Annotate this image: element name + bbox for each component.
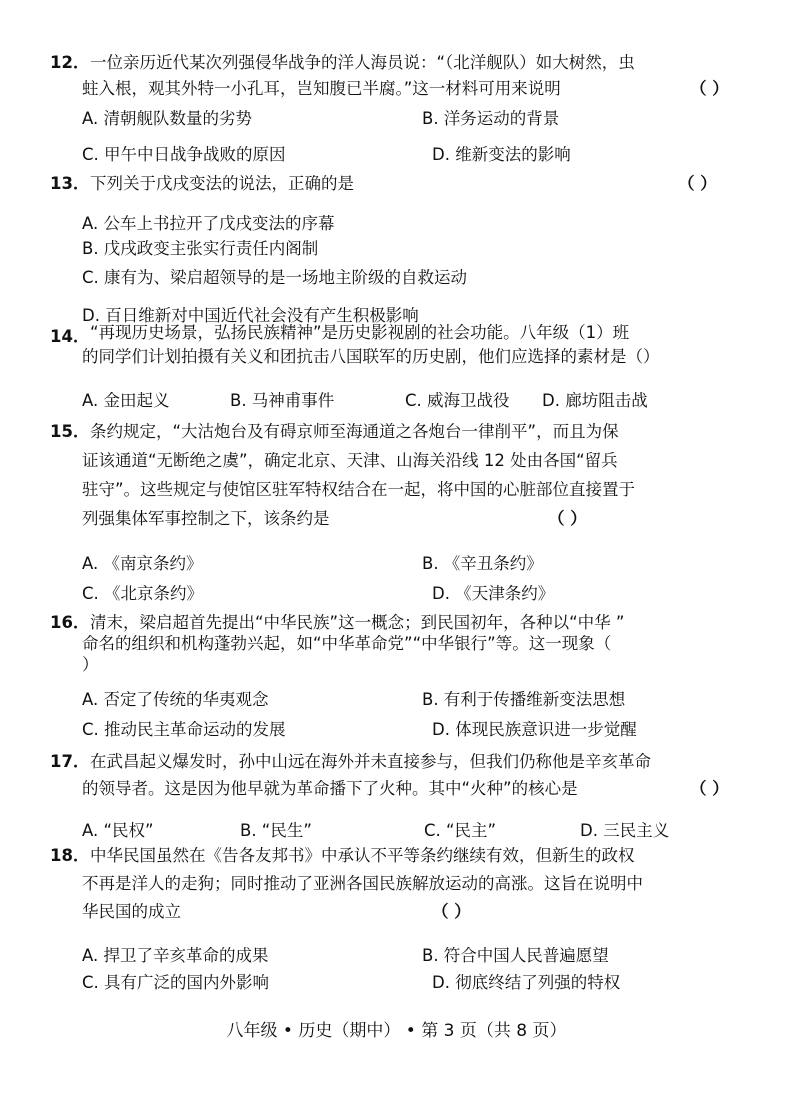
question-stem-line: 蛀入根，观其外特一小孔耳，岂知腹已半腐。”这一材料可用来说明: [82, 79, 561, 98]
question-stem-line: 清末，梁启超首先提出“中华民族”这一概念；到民国初年，各种以“中华 ”: [90, 613, 625, 632]
question-number: 16．: [50, 613, 90, 632]
option-a: A. “民权”: [82, 821, 154, 840]
question-stem-line: 一位亲历近代某次列强侵华战争的洋人海员说：“（北洋舰队）如大树然，虫: [90, 53, 635, 72]
option-b: B. 《辛丑条约》: [422, 554, 543, 573]
option-b: B. 符合中国人民普遍愿望: [422, 946, 609, 965]
question-stem-line: 在武昌起义爆发时，孙中山远在海外并未直接参与，但我们仍称他是辛亥革命: [90, 752, 651, 771]
option-b: B. 洋务运动的背景: [422, 109, 560, 128]
question-stem-line: 中华民国虽然在《告各友邦书》中承认不平等条约继续有效，但新生的政权: [90, 846, 635, 865]
question-stem-line: 不再是洋人的走狗；同时推动了亚洲各国民族解放运动的高涨。这旨在说明中: [82, 874, 643, 893]
option-d: D. 廊坊阻击战: [542, 391, 648, 410]
question-stem-line: 的领导者。这是因为他早就为革命播下了火种。其中“火种”的核心是: [82, 779, 578, 798]
question-stem-line: “再现历史场景，弘扬民族精神”是历史影视剧的社会功能。八年级（1）班: [90, 323, 630, 342]
question-number: 13．: [50, 174, 90, 193]
question-stem-line: 命名的组织和机构蓬勃兴起，如“中华革命党”“中华银行”等。这一现象（: [82, 634, 612, 653]
question-stem-line: ）: [82, 655, 99, 674]
option-d: D. 体现民族意识进一步觉醒: [432, 720, 637, 739]
option-a: A. 公车上书拉开了戊戌变法的序幕: [82, 214, 335, 233]
option-d: D. 《天津条约》: [432, 584, 555, 603]
option-a: A. 否定了传统的华夷观念: [82, 690, 269, 709]
question-stem-line: 驻守”。这些规定与使馆区驻军特权结合在一起，将中国的心脏部位直接置于: [82, 480, 636, 499]
option-a: A. 《南京条约》: [82, 554, 203, 573]
question-stem-line: 华民国的成立: [82, 902, 181, 921]
answer-parentheses: （ ）: [678, 174, 717, 193]
option-c: C. 甲午中日战争战败的原因: [82, 145, 286, 164]
question-number: 17．: [50, 752, 90, 771]
option-c: C. 威海卫战役: [405, 391, 510, 410]
option-b: B. 有利于传播维新变法思想: [422, 690, 626, 709]
option-a: A. 金田起义: [82, 391, 170, 410]
option-c: C. 具有广泛的国内外影响: [82, 973, 270, 992]
page-footer: 八年级 • 历史（期中） • 第 3 页（共 8 页）: [226, 1021, 567, 1041]
question-number: 14．: [50, 327, 90, 346]
question-stem-line: 条约规定，“大沽炮台及有碍京师至海通道之各炮台一律削平”，而且为保: [90, 422, 619, 441]
option-d: D. 三民主义: [580, 821, 670, 840]
question-number: 15．: [50, 422, 90, 441]
question-number: 12．: [50, 53, 90, 72]
option-b: B. 马神甫事件: [230, 391, 335, 410]
option-a: A. 捍卫了辛亥革命的成果: [82, 946, 269, 965]
answer-parentheses: （ ）: [690, 779, 729, 798]
answer-parentheses: （ ）: [432, 902, 471, 921]
option-d: D. 百日维新对中国近代社会没有产生积极影响: [82, 306, 419, 325]
option-c: C. “民主”: [424, 821, 497, 840]
option-d: D. 维新变法的影响: [432, 145, 571, 164]
option-a: A. 清朝舰队数量的劣势: [82, 109, 252, 128]
question-stem-line: 列强集体军事控制之下，该条约是: [82, 509, 330, 528]
question-number: 18．: [50, 846, 90, 865]
option-c: C. 《北京条约》: [82, 584, 204, 603]
option-b: B. 戊戌政变主张实行责任内阁制: [82, 239, 319, 258]
option-c: C. 推动民主革命运动的发展: [82, 720, 286, 739]
option-d: D. 彻底终结了列强的特权: [432, 973, 621, 992]
option-c: C. 康有为、梁启超领导的是一场地主阶级的自救运动: [82, 268, 468, 287]
answer-parentheses: （ ）: [690, 79, 729, 98]
answer-parentheses: （ ）: [548, 509, 587, 528]
question-stem-line: 下列关于戊戌变法的说法，正确的是: [90, 174, 354, 193]
option-b: B. “民生”: [240, 821, 312, 840]
question-stem-line: 的同学们计划拍摄有关义和团抗击八国联军的历史剧，他们应选择的素材是（）: [82, 347, 660, 366]
question-stem-line: 证该通道“无断绝之虞”，确定北京、天津、山海关沿线 12 处由各国“留兵: [82, 451, 618, 470]
